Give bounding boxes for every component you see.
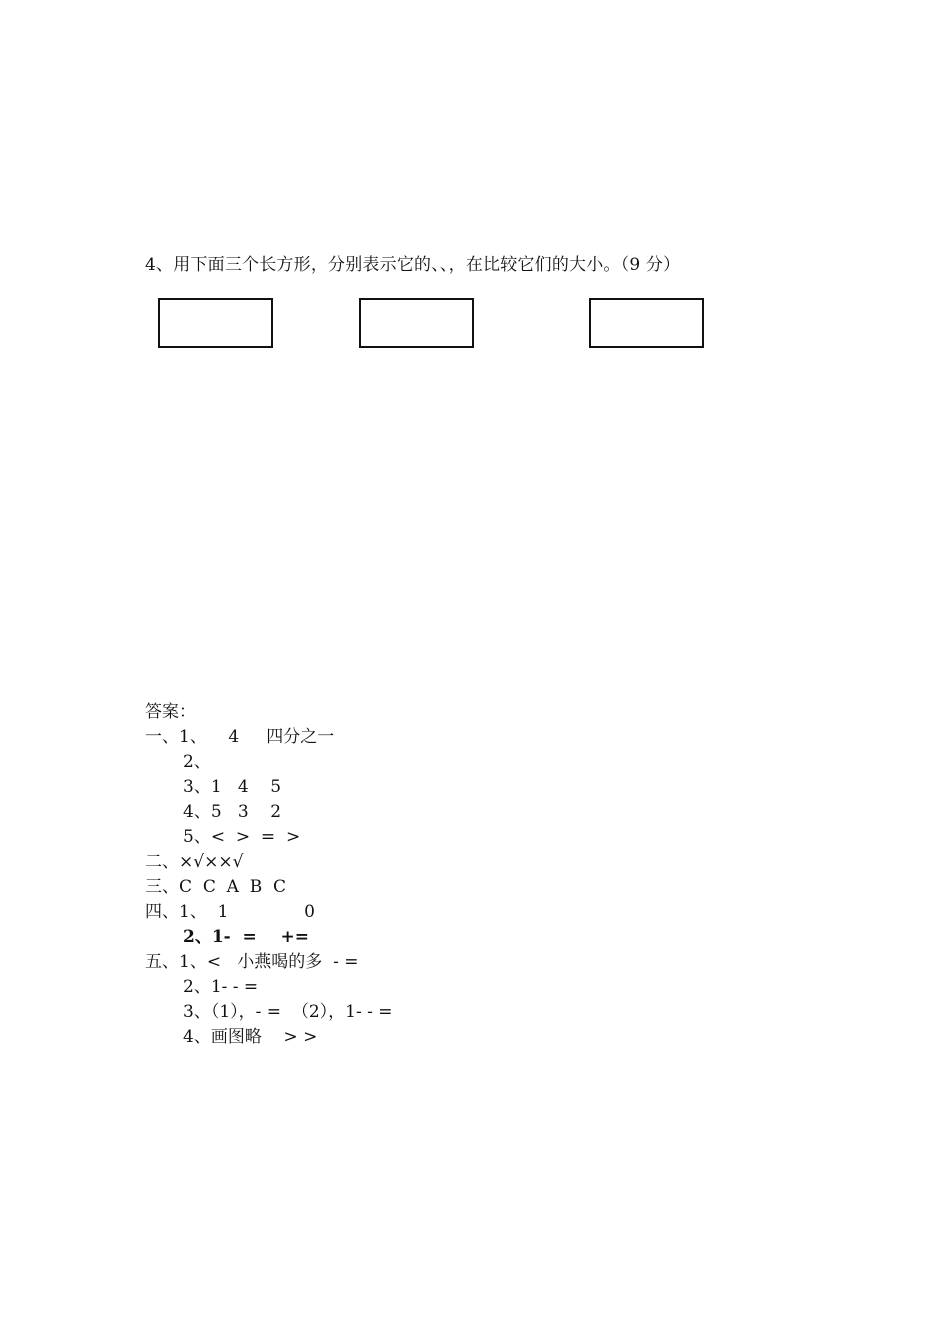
answer-line-1: 一、1、 4 四分之一 <box>145 727 335 747</box>
answers-heading: 答案： <box>145 702 196 722</box>
answer-line-7: 三、C C A B C <box>145 877 287 897</box>
answer-line-6: 二、×√××√ <box>145 852 244 872</box>
question-4-text: 4、用下面三个长方形，分别表示它的、、，在比较它们的大小。（9 分） <box>145 255 681 275</box>
answer-line-5: 5、< > = > <box>183 827 301 847</box>
answer-line-4: 4、5 3 2 <box>183 802 282 822</box>
rectangle-3 <box>589 298 704 348</box>
answer-line-2: 2、 <box>183 752 211 772</box>
answer-line-10: 五、1、< 小燕喝的多 - = <box>145 952 359 972</box>
answer-line-8: 四、1、 1 0 <box>145 902 315 922</box>
answer-line-3: 3、1 4 5 <box>183 777 282 797</box>
answer-line-11: 2、1- - = <box>183 977 259 997</box>
answers-section <box>145 700 393 1050</box>
rectangle-1 <box>158 298 273 348</box>
answer-line-12: 3、（1），- = （2），1- - = <box>183 1002 393 1022</box>
answer-line-13: 4、画图略 > > <box>183 1027 318 1047</box>
rectangle-2 <box>359 298 474 348</box>
answer-line-9: 2、1- = += <box>183 927 309 947</box>
